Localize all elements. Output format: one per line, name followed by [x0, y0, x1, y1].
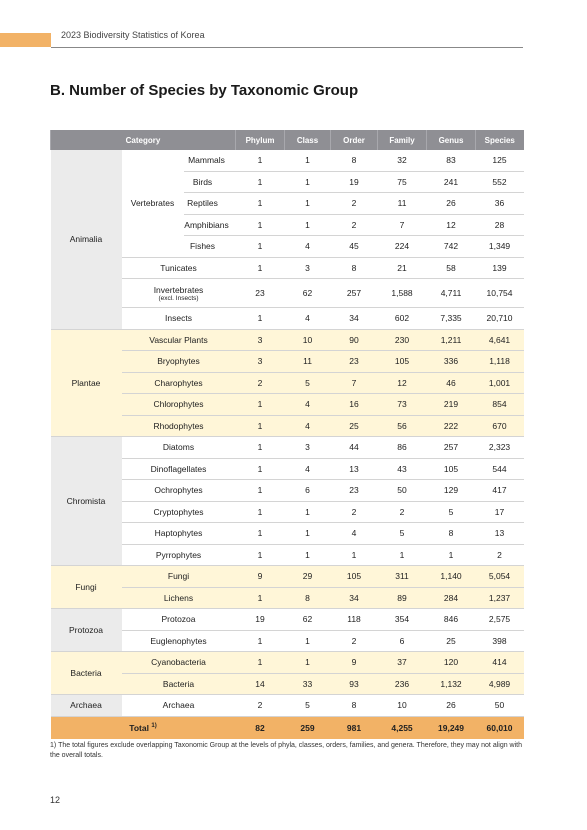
cell-class: 62 [285, 609, 331, 631]
column-header-species: Species [476, 130, 524, 150]
cell-class: 1 [285, 630, 331, 652]
row-label: Ochrophytes [122, 480, 236, 502]
cell-family: 354 [378, 609, 427, 631]
cell-phylum: 14 [236, 673, 285, 695]
table-row [51, 523, 524, 545]
cell-order: 2 [331, 630, 378, 652]
cell-phylum: 1 [236, 630, 285, 652]
row-label: Bryophytes [122, 351, 236, 373]
table-row [51, 437, 524, 459]
cell-order: 2 [331, 501, 378, 523]
table-row [51, 501, 524, 523]
cell-phylum: 1 [236, 458, 285, 480]
cell-species: 2,323 [476, 437, 524, 459]
cell-genus: 120 [427, 652, 476, 674]
cell-genus: 8 [427, 523, 476, 545]
cell-species: 552 [476, 171, 524, 193]
cell-genus: 58 [427, 257, 476, 279]
column-header-phylum: Phylum [236, 130, 285, 150]
cell-family: 50 [378, 480, 427, 502]
cell-phylum: 1 [236, 587, 285, 609]
running-header: 2023 Biodiversity Statistics of Korea [61, 30, 205, 40]
table-row [51, 458, 524, 480]
cell-species: 4,641 [476, 329, 524, 351]
species-table [50, 130, 524, 739]
cell-species: 854 [476, 394, 524, 416]
cell-family: 236 [378, 673, 427, 695]
column-header-class: Class [285, 130, 331, 150]
kingdom-cell-archaea: Archaea [51, 695, 122, 717]
cell-class: 1 [285, 523, 331, 545]
cell-order: 8 [331, 257, 378, 279]
cell-order: 13 [331, 458, 378, 480]
cell-order: 23 [331, 480, 378, 502]
table-row [51, 372, 524, 394]
kingdom-cell-bacteria: Bacteria [51, 652, 122, 695]
cell-family: 86 [378, 437, 427, 459]
cell-species: 125 [476, 150, 524, 171]
table-row [51, 415, 524, 437]
cell-phylum: 1 [236, 523, 285, 545]
cell-species: 28 [476, 214, 524, 236]
column-header-order: Order [331, 130, 378, 150]
row-label: Fishes [184, 236, 236, 258]
table-row [51, 566, 524, 588]
cell-genus: 336 [427, 351, 476, 373]
cell-phylum: 1 [236, 236, 285, 258]
row-label: Dinoflagellates [122, 458, 236, 480]
row-label: Cryptophytes [122, 501, 236, 523]
cell-family: 10 [378, 695, 427, 717]
cell-order: 44 [331, 437, 378, 459]
cell-phylum: 1 [236, 544, 285, 566]
cell-family: 56 [378, 415, 427, 437]
cell-phylum: 1 [236, 437, 285, 459]
table-row [51, 150, 524, 171]
cell-class: 8 [285, 587, 331, 609]
cell-species: 1,349 [476, 236, 524, 258]
row-label: Invertebrates [153, 284, 204, 295]
cell-phylum: 1 [236, 214, 285, 236]
cell-species: 2 [476, 544, 524, 566]
cell-family: 224 [378, 236, 427, 258]
cell-genus: 1,132 [427, 673, 476, 695]
cell-genus: 219 [427, 394, 476, 416]
cell-order: 34 [331, 587, 378, 609]
cell-class: 1 [285, 193, 331, 215]
row-label: Insects [122, 308, 236, 330]
footnote-mark: 1) [50, 742, 57, 749]
cell-genus: 1,140 [427, 566, 476, 588]
cell-family: 602 [378, 308, 427, 330]
total-label-cell [51, 716, 236, 739]
cell-species: 5,054 [476, 566, 524, 588]
cell-species: 1,237 [476, 587, 524, 609]
row-label: Tunicates [122, 257, 236, 279]
table-row [51, 587, 524, 609]
cell-phylum: 19 [236, 609, 285, 631]
cell-order: 45 [331, 236, 378, 258]
cell-species: 544 [476, 458, 524, 480]
cell-species: 36 [476, 193, 524, 215]
cell-order: 90 [331, 329, 378, 351]
row-label: Euglenophytes [122, 630, 236, 652]
cell-class: 10 [285, 329, 331, 351]
table-row [51, 308, 524, 330]
cell-family: 12 [378, 372, 427, 394]
cell-family: 11 [378, 193, 427, 215]
column-header-category: Category [51, 130, 236, 150]
row-label: Fungi [122, 566, 236, 588]
cell-species: 13 [476, 523, 524, 545]
total-species: 60,010 [476, 716, 524, 739]
row-label: Vascular Plants [122, 329, 236, 351]
cell-family: 311 [378, 566, 427, 588]
total-phylum: 82 [236, 716, 285, 739]
row-label: Pyrrophytes [122, 544, 236, 566]
cell-family: 6 [378, 630, 427, 652]
table-row [51, 329, 524, 351]
cell-class: 1 [285, 150, 331, 171]
total-genus: 19,249 [427, 716, 476, 739]
table-row [51, 394, 524, 416]
cell-order: 34 [331, 308, 378, 330]
cell-class: 62 [285, 279, 331, 308]
cell-order: 257 [331, 279, 378, 308]
cell-phylum: 3 [236, 351, 285, 373]
cell-family: 230 [378, 329, 427, 351]
kingdom-cell-animalia: Animalia [51, 150, 122, 329]
table-row [51, 480, 524, 502]
row-label: Haptophytes [122, 523, 236, 545]
cell-species: 139 [476, 257, 524, 279]
cell-class: 4 [285, 415, 331, 437]
cell-phylum: 3 [236, 329, 285, 351]
cell-genus: 257 [427, 437, 476, 459]
cell-family: 1 [378, 544, 427, 566]
cell-genus: 25 [427, 630, 476, 652]
cell-class: 29 [285, 566, 331, 588]
cell-order: 4 [331, 523, 378, 545]
cell-genus: 846 [427, 609, 476, 631]
cell-family: 105 [378, 351, 427, 373]
cell-class: 1 [285, 171, 331, 193]
cell-phylum: 1 [236, 480, 285, 502]
cell-family: 2 [378, 501, 427, 523]
cell-species: 4,989 [476, 673, 524, 695]
table-row [51, 257, 524, 279]
cell-genus: 5 [427, 501, 476, 523]
cell-phylum: 1 [236, 171, 285, 193]
cell-phylum: 1 [236, 501, 285, 523]
column-header-genus: Genus [427, 130, 476, 150]
table-row [51, 279, 524, 308]
kingdom-cell-fungi: Fungi [51, 566, 122, 609]
total-row [51, 716, 524, 739]
total-order: 981 [331, 716, 378, 739]
cell-order: 16 [331, 394, 378, 416]
cell-family: 1,588 [378, 279, 427, 308]
cell-order: 118 [331, 609, 378, 631]
column-header-family: Family [378, 130, 427, 150]
cell-genus: 4,711 [427, 279, 476, 308]
cell-species: 10,754 [476, 279, 524, 308]
cell-class: 11 [285, 351, 331, 373]
row-label: Reptiles [184, 193, 236, 215]
cell-phylum: 9 [236, 566, 285, 588]
cell-phylum: 1 [236, 415, 285, 437]
header-accent-bar [0, 33, 51, 47]
cell-genus: 105 [427, 458, 476, 480]
footnote-text: The total figures exclude overlapping Taxonomic Group at the levels of phyla, classes, orders, families, and genera. Therefore, they may not align with the overall totals. [50, 742, 522, 759]
cell-order: 25 [331, 415, 378, 437]
cell-genus: 742 [427, 236, 476, 258]
cell-genus: 1 [427, 544, 476, 566]
cell-species: 1,001 [476, 372, 524, 394]
cell-class: 4 [285, 308, 331, 330]
cell-class: 3 [285, 257, 331, 279]
cell-class: 4 [285, 394, 331, 416]
row-label: Chlorophytes [122, 394, 236, 416]
cell-family: 37 [378, 652, 427, 674]
cell-class: 1 [285, 501, 331, 523]
cell-phylum: 1 [236, 394, 285, 416]
row-label-invertebrates [122, 279, 236, 308]
total-class: 259 [285, 716, 331, 739]
cell-species: 398 [476, 630, 524, 652]
section-title: B. Number of Species by Taxonomic Group [50, 82, 359, 99]
row-label: Cyanobacteria [122, 652, 236, 674]
kingdom-cell-plantae: Plantae [51, 329, 122, 437]
row-label: Charophytes [122, 372, 236, 394]
total-label: Total [129, 722, 149, 733]
row-label: Protozoa [122, 609, 236, 631]
cell-genus: 46 [427, 372, 476, 394]
cell-order: 105 [331, 566, 378, 588]
row-label: Amphibians [184, 214, 236, 236]
cell-family: 43 [378, 458, 427, 480]
cell-order: 1 [331, 544, 378, 566]
cell-order: 9 [331, 652, 378, 674]
row-label: Lichens [122, 587, 236, 609]
cell-species: 414 [476, 652, 524, 674]
table-row [51, 673, 524, 695]
cell-order: 23 [331, 351, 378, 373]
cell-class: 4 [285, 458, 331, 480]
row-label-note: (excl. Insects) [158, 294, 199, 302]
cell-family: 75 [378, 171, 427, 193]
footnote [50, 741, 525, 761]
cell-phylum: 1 [236, 257, 285, 279]
table-row [51, 609, 524, 631]
cell-phylum: 1 [236, 308, 285, 330]
table-row [51, 544, 524, 566]
cell-species: 417 [476, 480, 524, 502]
page-number: 12 [50, 795, 61, 805]
cell-order: 2 [331, 214, 378, 236]
cell-class: 6 [285, 480, 331, 502]
cell-family: 32 [378, 150, 427, 171]
cell-genus: 1,211 [427, 329, 476, 351]
cell-class: 33 [285, 673, 331, 695]
cell-species: 1,118 [476, 351, 524, 373]
kingdom-cell-protozoa: Protozoa [51, 609, 122, 652]
cell-order: 2 [331, 193, 378, 215]
cell-family: 89 [378, 587, 427, 609]
cell-genus: 241 [427, 171, 476, 193]
cell-class: 5 [285, 372, 331, 394]
row-label: Archaea [122, 695, 236, 717]
cell-order: 93 [331, 673, 378, 695]
row-label: Mammals [184, 150, 236, 171]
cell-family: 5 [378, 523, 427, 545]
cell-phylum: 23 [236, 279, 285, 308]
cell-phylum: 2 [236, 372, 285, 394]
table-header-row [51, 130, 524, 150]
cell-class: 1 [285, 214, 331, 236]
cell-class: 1 [285, 544, 331, 566]
cell-family: 21 [378, 257, 427, 279]
cell-species: 50 [476, 695, 524, 717]
cell-class: 4 [285, 236, 331, 258]
cell-class: 5 [285, 695, 331, 717]
cell-genus: 26 [427, 695, 476, 717]
cell-species: 670 [476, 415, 524, 437]
cell-order: 19 [331, 171, 378, 193]
cell-genus: 26 [427, 193, 476, 215]
cell-class: 1 [285, 652, 331, 674]
cell-phylum: 1 [236, 652, 285, 674]
row-label: Diatoms [122, 437, 236, 459]
cell-genus: 12 [427, 214, 476, 236]
row-label: Bacteria [122, 673, 236, 695]
cell-genus: 83 [427, 150, 476, 171]
table-row [51, 630, 524, 652]
cell-phylum: 1 [236, 150, 285, 171]
table-row [51, 695, 524, 717]
cell-genus: 284 [427, 587, 476, 609]
cell-genus: 222 [427, 415, 476, 437]
cell-phylum: 2 [236, 695, 285, 717]
cell-order: 7 [331, 372, 378, 394]
cell-order: 8 [331, 150, 378, 171]
cell-family: 73 [378, 394, 427, 416]
cell-genus: 129 [427, 480, 476, 502]
cell-species: 17 [476, 501, 524, 523]
cell-species: 2,575 [476, 609, 524, 631]
total-footnote-mark: 1) [151, 722, 157, 729]
table-row [51, 652, 524, 674]
cell-class: 3 [285, 437, 331, 459]
cell-phylum: 1 [236, 193, 285, 215]
row-label: Birds [184, 171, 236, 193]
group-cell-vertebrates: Vertebrates [122, 150, 184, 257]
cell-genus: 7,335 [427, 308, 476, 330]
row-label: Rhodophytes [122, 415, 236, 437]
cell-family: 7 [378, 214, 427, 236]
cell-species: 20,710 [476, 308, 524, 330]
header-divider [51, 47, 523, 48]
kingdom-cell-chromista: Chromista [51, 437, 122, 566]
table-row [51, 351, 524, 373]
total-family: 4,255 [378, 716, 427, 739]
cell-order: 8 [331, 695, 378, 717]
